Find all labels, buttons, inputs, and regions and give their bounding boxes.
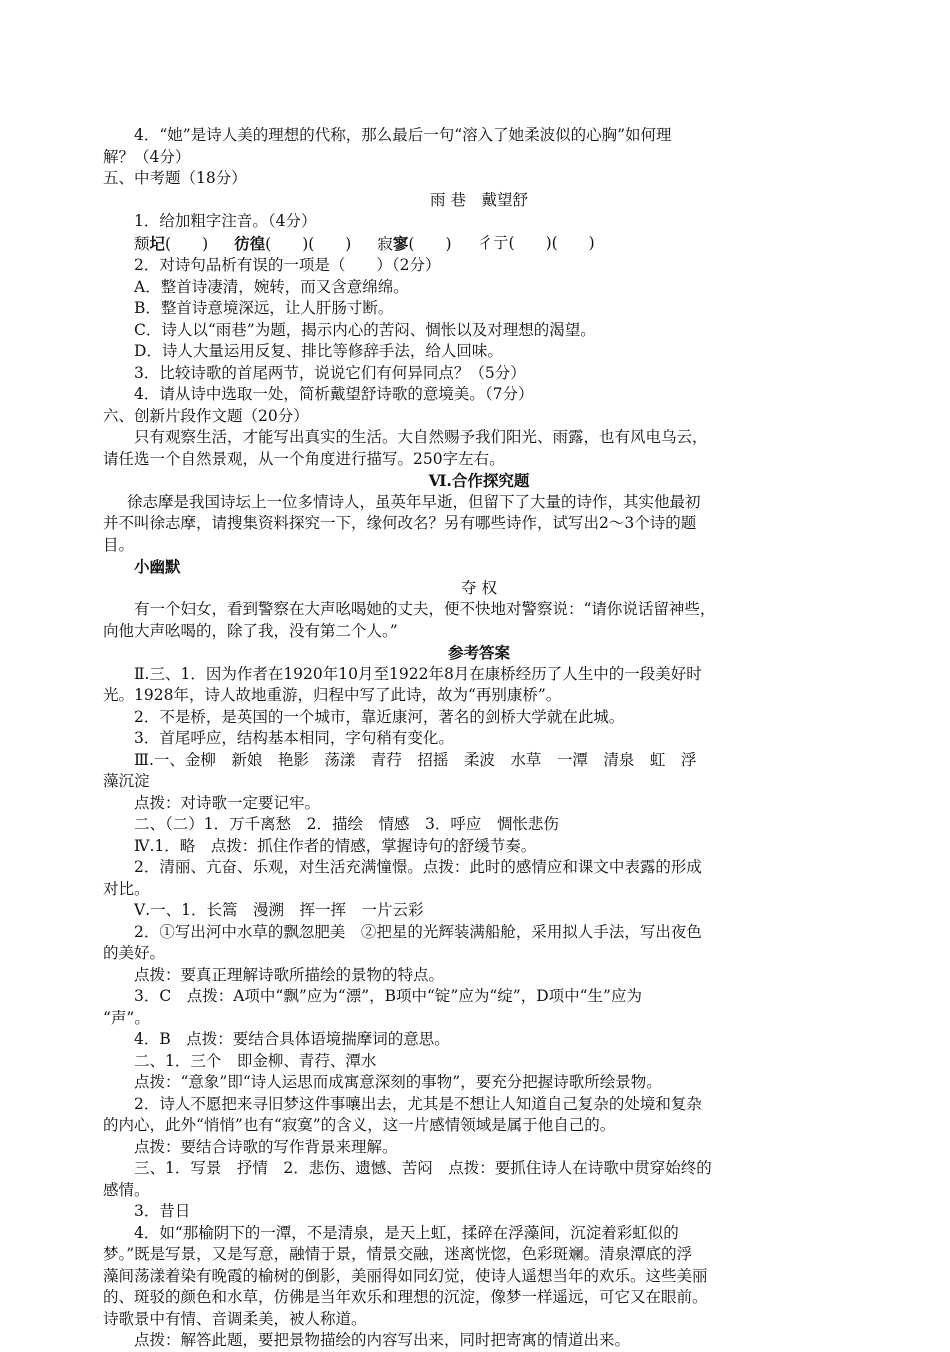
text-line: 2．对诗句品析有误的一项是（ ）（2分） xyxy=(134,256,441,274)
text-line: B．整首诗意境深远，让人肝肠寸断。 xyxy=(134,299,394,317)
pinyin-token: 颓 xyxy=(134,234,150,253)
text-line: 对比。 xyxy=(103,879,150,898)
text-line: 参考答案 xyxy=(447,643,510,662)
pinyin-token: 圮 xyxy=(149,233,166,253)
text-line: 3．C 点拨：A项中“飘”应为“漂”，B项中“锭”应为“绽”，D项中“生”应为 xyxy=(134,987,642,1005)
pinyin-item xyxy=(134,233,208,256)
text-line: 的美好。 xyxy=(103,944,166,962)
text-line: 4．如“那榆阴下的一潭，不是清泉，是天上虹，揉碎在浮藻间，沉淀着彩虹似的 xyxy=(134,1223,679,1242)
text-line: 4．请从诗中选取一处，简析戴望舒诗歌的意境美。（7分） xyxy=(134,385,534,403)
pinyin-token: ( )( ) xyxy=(508,233,595,252)
text-line: “声”。 xyxy=(103,1008,150,1027)
text-line: 藻间荡漾着染有晚霞的榆树的倒影，美丽得如同幻觉，使诗人遥想当年的欢乐。这些美丽 xyxy=(103,1266,708,1285)
text-line: Ⅲ.一、金柳 新娘 艳影 荡漾 青荇 招摇 柔波 水草 一潭 清泉 虹 浮 xyxy=(134,750,697,769)
pinyin-token: 寂 xyxy=(377,234,393,253)
text-line: 3．比较诗歌的首尾两节，说说它们有何异同点？（5分） xyxy=(134,363,526,382)
text-line: D．诗人大量运用反复、排比等修辞手法，给人回味。 xyxy=(134,342,503,360)
text-line: Ⅳ.1．略 点拨：抓住作者的情感，掌握诗句的舒缓节奏。 xyxy=(134,836,537,855)
text-line: 2．诗人不愿把来寻旧梦这件事嚷出去，尤其是不想让人知道自己复杂的处境和复杂 xyxy=(134,1094,702,1113)
text-line: A．整首诗凄清，婉转，而又含意绵绵。 xyxy=(134,277,409,296)
document-page xyxy=(103,125,855,1352)
text-line: 五、中考题（18分） xyxy=(103,169,247,187)
text-line: 目。 xyxy=(103,535,135,554)
text-line: 六、创新片段作文题（20分） xyxy=(103,406,309,425)
text-line: 1．给加粗字注音。（4分） xyxy=(134,212,317,230)
text-line: 光。1928年，诗人故地重游，归程中写了此诗，故为“再别康桥”。 xyxy=(103,686,562,704)
text-line: 并不叫徐志摩，请搜集资料探究一下，缘何改名？另有哪些诗作，试写出2～3个诗的题 xyxy=(103,514,697,532)
pinyin-token: ( ) xyxy=(165,234,209,253)
text-line: 解？（4分） xyxy=(103,147,191,166)
text-line: 夺 权 xyxy=(461,578,497,597)
text-line: 感情。 xyxy=(103,1180,150,1199)
text-line: 藻沉淀 xyxy=(103,772,150,790)
text-line: 小幽默 xyxy=(134,557,181,576)
pinyin-token: 寥 xyxy=(392,233,409,253)
text-line: 二、（二）1．万千离愁 2．描绘 情感 3．呼应 惆怅悲伤 xyxy=(134,815,559,833)
text-line: 请任选一个自然景观，从一个角度进行描写。250字左右。 xyxy=(103,449,505,468)
text-line: 3．首尾呼应，结构基本相同，字句稍有变化。 xyxy=(134,729,454,747)
pinyin-token: 彷徨 xyxy=(234,233,266,253)
text-line: 2．不是桥，是英国的一个城市，靠近康河，著名的剑桥大学就在此城。 xyxy=(134,707,625,726)
text-line: 点拨：对诗歌一定要记牢。 xyxy=(134,793,321,812)
text-line: 2．清丽、亢奋、乐观，对生活充满憧憬。点拨：此时的感情应和课文中表露的形成 xyxy=(134,858,702,876)
text-line: 三、1．写景 抒情 2．悲伤、遗憾、苦闷 点拨：要抓住诗人在诗歌中贯穿始终的 xyxy=(134,1159,712,1177)
text-line: 雨 巷 戴望舒 xyxy=(430,190,528,209)
text-line: 有一个妇女，看到警察在大声吆喝她的丈夫，便不快地对警察说：“请你说话留神些， xyxy=(134,600,716,618)
text-line: 点拨：要真正理解诗歌所描绘的景物的特点。 xyxy=(134,965,445,984)
text-line: 的内心，此外“悄悄”也有“寂寞”的含义，这一片感情领域是属于他自己的。 xyxy=(103,1116,616,1134)
text-line: 的、斑驳的颜色和水草，仿佛是当年欢乐和理想的沉淀，像梦一样遥远，可它又在眼前。 xyxy=(103,1288,708,1306)
pinyin-item xyxy=(377,233,451,256)
text-line: Ⅵ.合作探究题 xyxy=(428,471,530,490)
text-line: 点拨：解答此题，要把景物描绘的内容写出来，同时把寄寓的情道出来。 xyxy=(134,1331,631,1349)
text-line: 徐志摩是我国诗坛上一位多情诗人，虽英年早逝，但留下了大量的诗作，其实他最初 xyxy=(127,492,701,511)
text-line: 梦。”既是写景，又是写意，融情于景，情景交融，迷离恍惚，色彩斑斓。清泉潭底的浮 xyxy=(103,1245,693,1263)
text-line: 二、1．三个 即金柳、青荇、潭水 xyxy=(134,1051,377,1070)
pinyin-exercise-line xyxy=(103,233,855,256)
pinyin-item xyxy=(234,233,351,256)
pinyin-token: ( )( ) xyxy=(265,234,352,253)
text-line: Ⅴ.一、1．长篙 漫溯 挥一挥 一片云彩 xyxy=(134,901,424,919)
text-line: Ⅱ.三、1．因为作者在1920年10月至1922年8月在康桥经历了人生中的一段美好时 xyxy=(134,664,702,683)
text-line: 4．“她”是诗人美的理想的代称，那么最后一句“溶入了她柔波似的心胸”如何理 xyxy=(134,126,672,144)
text-line: 点拨：“意象”即“诗人运思而成寓意深刻的事物”，要充分把握诗歌所绘景物。 xyxy=(134,1073,662,1091)
pinyin-token: 彳亍 xyxy=(477,233,509,252)
text-line: 2．①写出河中水草的飘忽肥美 ②把星的光辉装满船舱，采用拟人手法，写出夜色 xyxy=(134,922,702,941)
pinyin-token: ( ) xyxy=(408,234,452,253)
pinyin-item xyxy=(478,233,595,256)
text-line: 向他大声吆喝的，除了我，没有第二个人。” xyxy=(103,621,398,640)
text-line: C．诗人以“雨巷”为题，揭示内心的苦闷、惆怅以及对理想的渴望。 xyxy=(134,320,596,339)
text-line: 点拨：要结合诗歌的写作背景来理解。 xyxy=(134,1137,398,1156)
text-line: 3．昔日 xyxy=(134,1202,191,1220)
text-line: 4．B 点拨：要结合具体语境揣摩词的意思。 xyxy=(134,1030,450,1048)
text-line: 只有观察生活，才能写出真实的生活。大自然赐予我们阳光、雨露，也有风电乌云， xyxy=(134,428,708,446)
text-line: 诗歌景中有情、音调柔美，被人称道。 xyxy=(103,1309,367,1328)
